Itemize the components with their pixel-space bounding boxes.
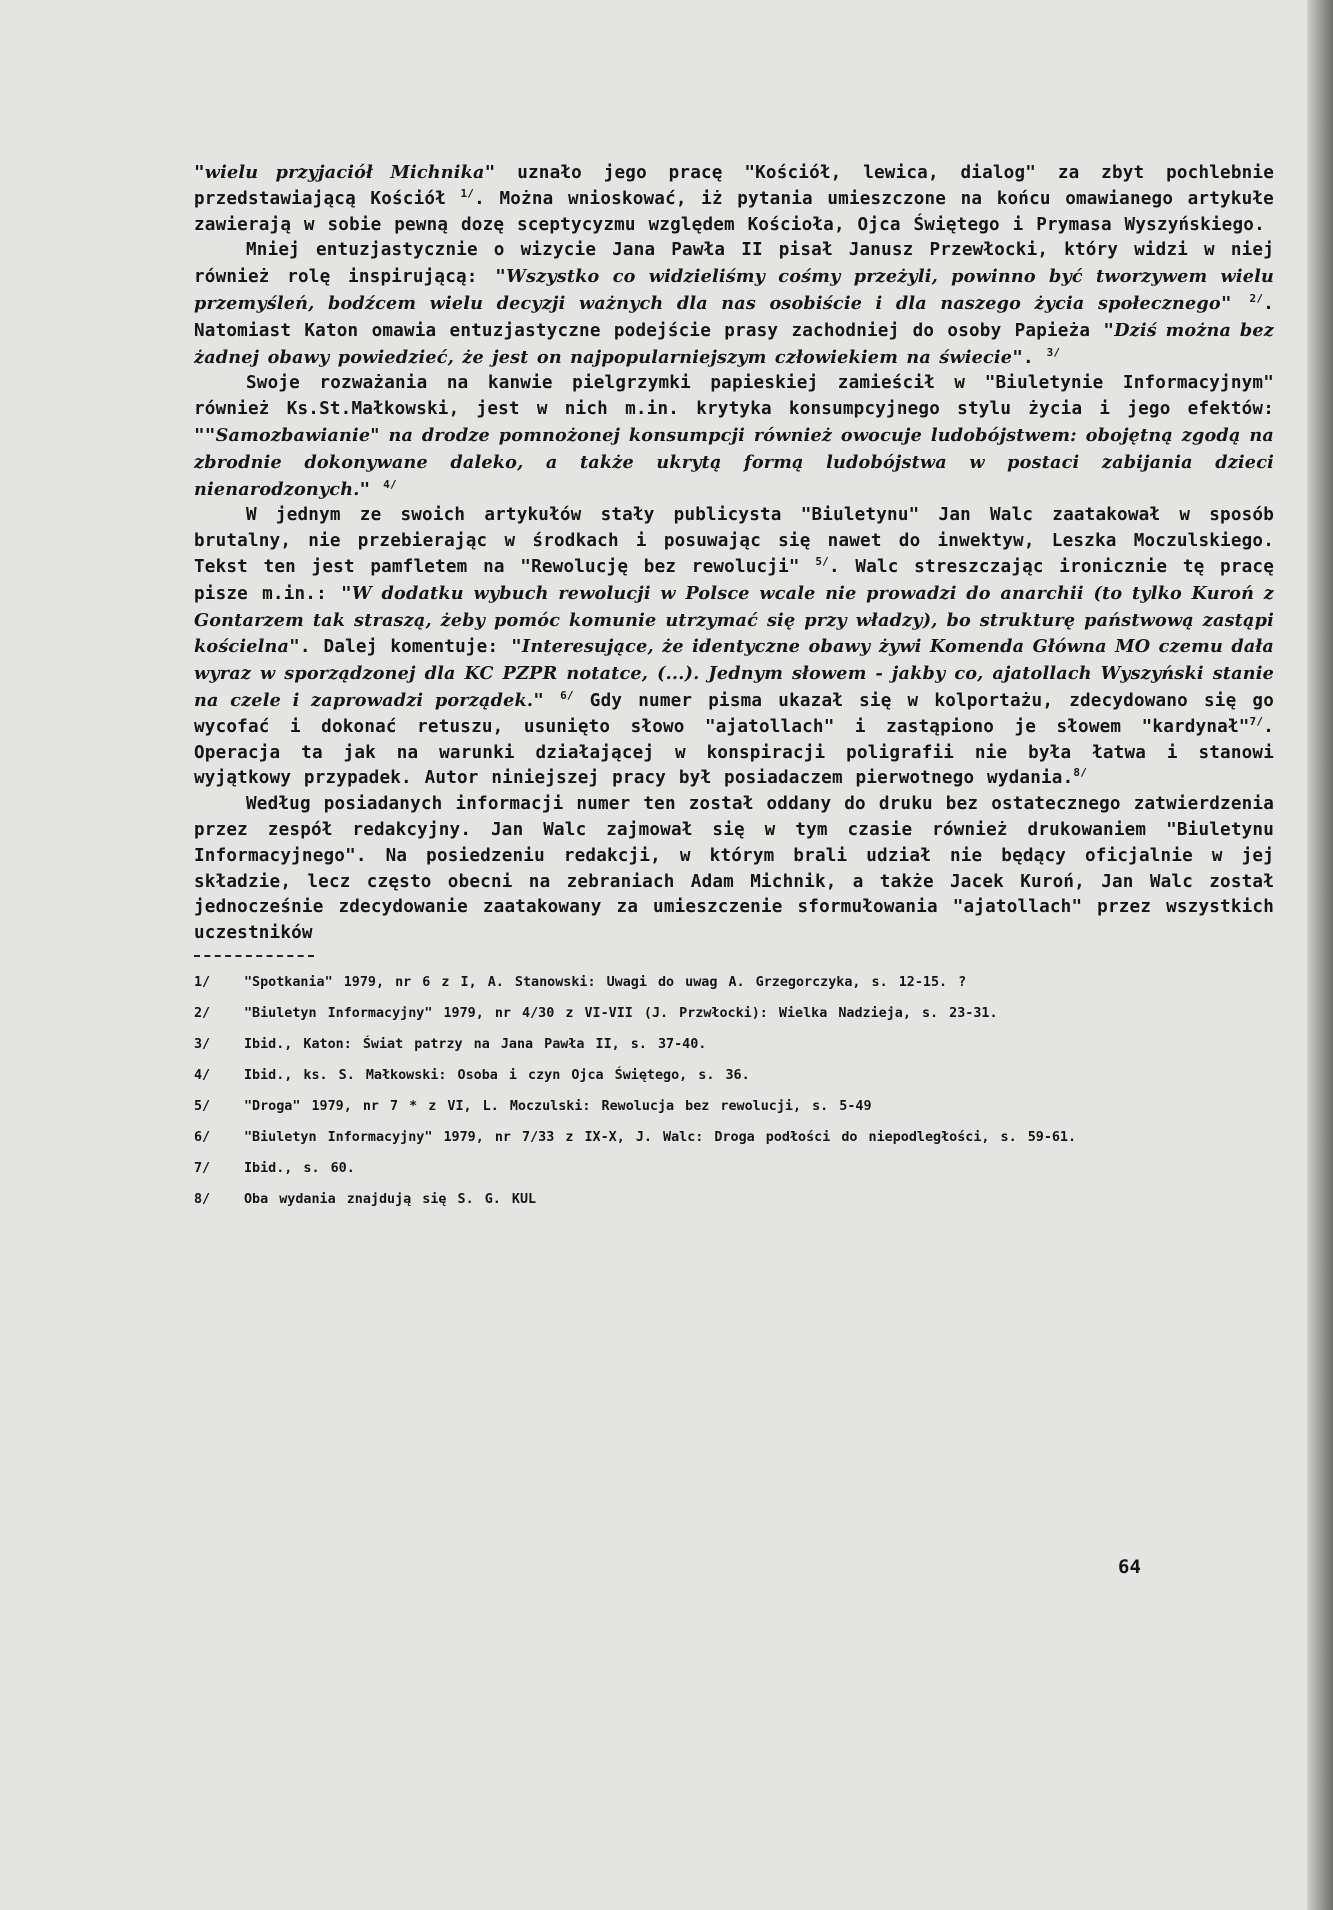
footnote-number: 7/ [194,1160,211,1176]
footnote [194,1035,1274,1054]
page-number: 64 [1118,1556,1141,1578]
paragraph-text: W jednym ze swoich artykułów stały publicysta "Biuletynu" Jan Walc zaatakował w sposób brutalny, nie przebierając w środkach i posuwając się nawet do inwektyw, Leszka Moczulskiego. Tekst ten jest pamfletem na "Rewolucję bez rewolucji" [194,505,1274,577]
paragraph-text: " [359,479,384,500]
footnote-ref: 1/ [460,186,475,200]
scan-edge [1307,0,1333,1910]
paragraph-text: Mniej entuzjastycznie o wizycie Jana Pawła II pisał Janusz Przewłocki, który widzi w niej również rolę inspirującą: " [194,240,1274,288]
footnote-divider [194,955,314,957]
footnote [194,1159,1274,1178]
paragraph-text: Swoje rozważania na kanwie pielgrzymki papieskiej zamieścił w "Biuletynie Informacyjnym" również Ks.St.Małkowski, jest w nich m.in. krytyka konsumpcyjnego stylu życia i jego efektów: "" [194,373,1274,446]
footnote-text: "Spotkania" 1979, nr 6 z I, A. Stanowski: Uwagi do uwag A. Grzegorczyka, s. 12-15. ? [244,974,967,990]
quotation-text: Dziś można bez żadnej obawy powiedzieć, że jest on najpopularniejszym człowiekiem na świecie [194,319,1274,368]
footnote-ref: 2/ [1249,292,1264,306]
paragraph-text: Gdy numer pisma ukazał się w kolportażu, zdecydowano się go wycofać i dokonać retuszu, usunięto słowo "ajatollach" i zastąpiono je słowem "kardynał" [194,690,1275,737]
paragraph-text: . Można wnioskować, iż pytania umieszczone na końcu omawianego artykułe zawierają w sobie pewną dozę sceptycyzmu względem Kościoła, Ojca Świętego i Prymasa Wyszyńskiego. [194,188,1274,235]
footnotes [194,973,1274,1209]
paragraph-text: . Natomiast Katon omawia entuzjastyczne podejście prasy zachodniej do osoby Papieża " [194,293,1274,341]
footnote-text: Ibid., s. 60. [244,1160,355,1176]
footnote [194,1066,1274,1085]
footnote-text: "Biuletyn Informacyjny" 1979, nr 7/33 z IX-X, J. Walc: Droga podłości do niepodległości, s. 59-61. [244,1129,1077,1145]
paragraph-text: " uznało jego pracę "Kościół, lewica, dialog" za zbyt pochlebnie przedstawiającą Kościół [194,163,1274,209]
footnote [194,1004,1274,1023]
quotation-text: Interesujące, że identyczne obawy żywi Komenda Główna MO czemu dała wyraz w sporządzonej dla KC PZPR notatce, (...). Jednym słowem - jakby co, ajatollach Wyszyński stanie na czele i zaprowadzi porządek. [194,636,1275,711]
footnote-ref: 5/ [815,555,829,569]
paragraph [194,238,1274,371]
paragraph-text: " [1220,293,1250,314]
paragraph-text: ". Dalej komentuje: " [289,637,522,658]
quotation-text: W dodatku wybuch rewolucji w Polsce wcale nie prowadzi do anarchii (to tylko Kuroń z Gontarzem tak straszą, żeby pomóc komunie utrzymać się przy władzy), bo strukturę państwową zastąpi kościelna [194,582,1275,658]
footnote-ref: 3/ [1046,345,1061,359]
footnote [194,1128,1274,1147]
paragraph-text: " [533,690,561,711]
footnote-text: "Biuletyn Informacyjny" 1979, nr 4/30 z VI-VII (J. Przwłocki): Wielka Nadzieja, s. 23-31. [244,1005,998,1021]
footnote [194,973,1274,992]
footnote-number: 1/ [194,974,211,990]
paragraph [194,160,1274,238]
footnote-number: 2/ [194,1005,211,1021]
paragraph-text: " [194,163,205,183]
footnote-number: 4/ [194,1067,211,1083]
quotation-text: wielu przyjaciół Michnika [204,162,485,183]
footnote-ref: 8/ [1073,766,1088,780]
document-page [194,160,1274,1221]
body-text [194,160,1274,947]
paragraph-text: Według posiadanych informacji numer ten został oddany do druku bez ostatecznego zatwierdzenia przez zespół redakcyjny. Jan Walc zajmował się w tym czasie również drukowaniem "Biuletynu Informacyjnego". Na posiedzeniu redakcji, w którym brali udział nie będący oficjalnie w jej składzie, lecz często obecni na zebraniach Adam Michnik, a także Jacek Kuroń, Jan Walc został jednocześnie zdecydowanie zaatakowany za umieszczenie sformułowania "ajatollach" przez wszystkich uczestników [194,794,1274,944]
paragraph-text: . Operacja ta jak na warunki działającej w konspiracji poligrafii nie była łatwa i stanowi wyjątkowy przypadek. Autor niniejszej pracy był posiadaczem pierwotnego wydania. [194,716,1274,789]
paragraph [194,792,1274,947]
paragraph [194,503,1274,792]
footnote-number: 5/ [194,1098,211,1114]
footnote-number: 6/ [194,1129,211,1145]
footnote-ref: 7/ [1249,714,1264,728]
footnote-number: 3/ [194,1036,211,1052]
footnote-number: 8/ [194,1191,211,1207]
footnote-text: Ibid., Katon: Świat patrzy na Jana Pawła II, s. 37-40. [244,1036,707,1052]
footnote-text: Oba wydania znajdują się S. G. KUL [244,1191,537,1207]
footnote-ref: 6/ [560,689,574,703]
footnote-text: Ibid., ks. S. Małkowski: Osoba i czyn Ojca Świętego, s. 36. [244,1067,750,1083]
footnote-ref: 4/ [383,477,397,491]
footnote-text: "Droga" 1979, nr 7 * z VI, L. Moczulski: Rewolucja bez rewolucji, s. 5-49 [244,1098,872,1114]
quotation-text: Samozbawianie" na drodze pomnożonej konsumpcji również owocuje ludobójstwem: obojętną zgodą na zbrodnie dokonywane daleko, a także ukrytą formą ludobójstwa w postaci zabijania dzieci nienarodzonych. [194,424,1274,500]
footnote [194,1097,1274,1116]
footnote [194,1190,1274,1209]
quotation-text: Wszystko co widzieliśmy cośmy przeżyli, powinno być tworzywem wielu przemyśleń, bodźcem wielu decyzji ważnych dla nas osobiście i dla naszego życia społecznego [194,266,1274,314]
paragraph [194,371,1274,503]
paragraph-text: . Walc streszczając ironicznie tę pracę pisze m.in.: " [194,556,1274,604]
paragraph-text: ". [1012,347,1047,368]
